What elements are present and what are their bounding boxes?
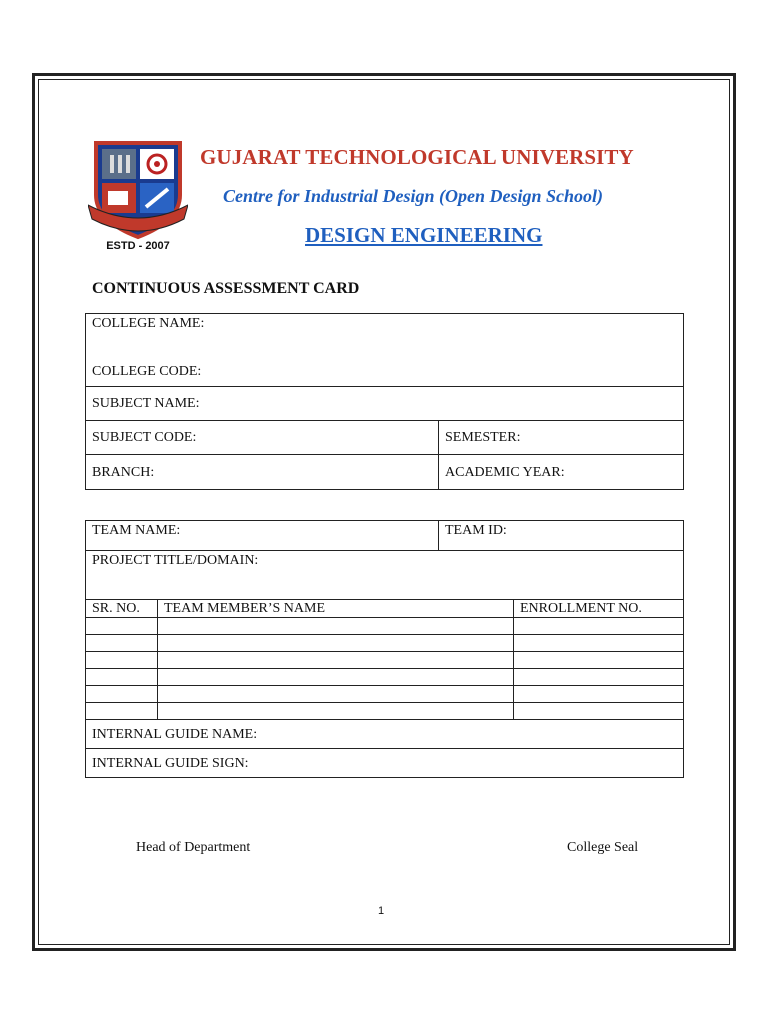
team-details-table [85,520,684,778]
subject-name-label[interactable]: SUBJECT NAME: [86,387,684,421]
subject-code-label[interactable]: SUBJECT CODE: [86,421,439,455]
table-row [86,686,684,703]
guide-sign-row [86,749,684,778]
table-row [86,703,684,720]
internal-guide-name-label[interactable]: INTERNAL GUIDE NAME: [86,720,684,749]
college-code-label[interactable]: COLLEGE CODE: [92,364,202,379]
member-header-row [86,600,684,618]
sr-no-cell[interactable] [86,652,158,669]
card-title: CONTINUOUS ASSESSMENT CARD [92,280,360,297]
team-id-label[interactable]: TEAM ID: [439,521,684,551]
college-name-label[interactable]: COLLEGE NAME: [92,316,205,331]
table-row [86,669,684,686]
project-title-label[interactable]: PROJECT TITLE/DOMAIN: [86,551,684,600]
member-name-cell[interactable] [158,652,514,669]
sr-no-cell[interactable] [86,669,158,686]
internal-guide-sign-label[interactable]: INTERNAL GUIDE SIGN: [86,749,684,778]
table-row [86,618,684,635]
centre-subtitle: Centre for Industrial Design (Open Design School) [223,186,604,206]
enrollment-cell[interactable] [514,618,684,635]
team-name-label[interactable]: TEAM NAME: [86,521,439,551]
college-seal-label: College Seal [567,840,639,855]
academic-year-label[interactable]: ACADEMIC YEAR: [439,455,684,490]
col-header-sr-no: SR. NO. [86,600,158,618]
member-name-cell[interactable] [158,703,514,720]
sr-no-cell[interactable] [86,686,158,703]
team-row [86,521,684,551]
page-number: 1 [378,905,385,917]
university-title: GUJARAT TECHNOLOGICAL UNIVERSITY [200,145,634,169]
sr-no-cell[interactable] [86,618,158,635]
department-title: DESIGN ENGINEERING [305,223,543,247]
member-name-cell[interactable] [158,669,514,686]
member-name-cell[interactable] [158,618,514,635]
enrollment-cell[interactable] [514,669,684,686]
university-logo [88,133,188,253]
sr-no-cell[interactable] [86,635,158,652]
head-of-department-label: Head of Department [136,840,251,855]
project-title-row [86,551,684,600]
logo-estd-text: ESTD - 2007 [106,240,170,252]
table-row [86,652,684,669]
sr-no-cell[interactable] [86,703,158,720]
branch-label[interactable]: BRANCH: [86,455,439,490]
college-name-code-row [86,314,684,387]
col-header-member-name: TEAM MEMBER’S NAME [158,600,514,618]
enrollment-cell[interactable] [514,635,684,652]
member-name-cell[interactable] [158,635,514,652]
subject-name-row [86,387,684,421]
college-details-table [85,313,684,490]
col-header-enrollment: ENROLLMENT NO. [514,600,684,618]
subject-code-row [86,421,684,455]
table-row [86,635,684,652]
branch-row [86,455,684,490]
guide-name-row [86,720,684,749]
member-name-cell[interactable] [158,686,514,703]
enrollment-cell[interactable] [514,703,684,720]
semester-label[interactable]: SEMESTER: [439,421,684,455]
enrollment-cell[interactable] [514,652,684,669]
enrollment-cell[interactable] [514,686,684,703]
